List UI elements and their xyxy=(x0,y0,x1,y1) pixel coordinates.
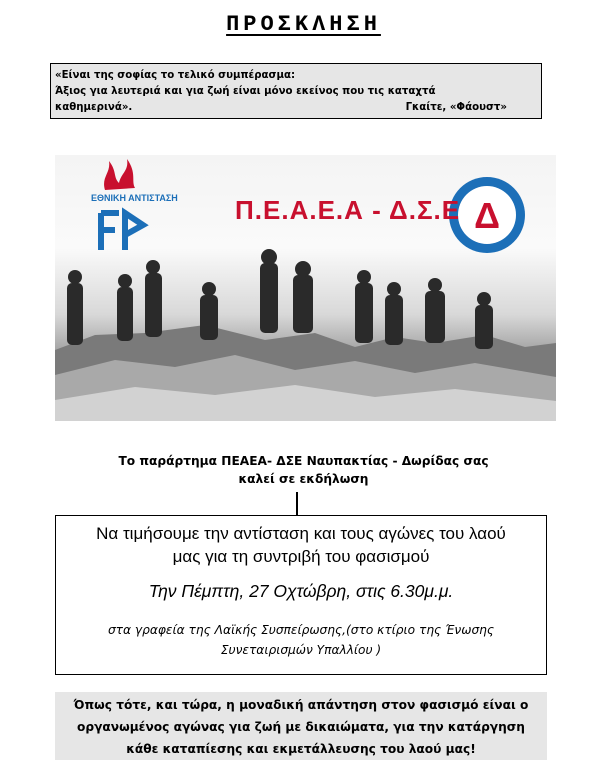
event-date: Την Πέμπτη, 27 Οχτώβρη, στις 6.30μ.μ. xyxy=(148,581,454,601)
closing-line-2: οργανωμένος αγώνας για ζωή με δικαιώματα, για την κατάργηση xyxy=(77,720,525,734)
closing-box xyxy=(55,692,547,760)
svg-text:Δ: Δ xyxy=(474,195,500,236)
invite-line-1: Το παράρτημα ΠΕΑΕΑ- ΔΣΕ Ναυπακτίας - Δωρίδας σας xyxy=(118,454,489,468)
quote-line-1: «Είναι της σοφίας το τελικό συμπέρασμα: xyxy=(55,70,296,81)
quote-line-3-row xyxy=(55,100,537,116)
event-headline-1: Να τιμήσουμε την αντίσταση και τους αγώνες του λαού xyxy=(96,524,506,543)
event-location-1: στα γραφεία της Λαϊκής Συσπείρωσης,(στο κτίριο της Ένωσης xyxy=(107,623,495,637)
svg-text:ΕΘΝΙΚΗ ΑΝΤΙΣΤΑΣΗ: ΕΘΝΙΚΗ ΑΝΤΙΣΤΑΣΗ xyxy=(91,193,178,203)
event-box xyxy=(55,515,547,675)
event-headline-2: μας για τη συντριβή του φασισμού xyxy=(172,547,430,566)
invite-text xyxy=(60,452,547,488)
quote-box xyxy=(50,63,542,119)
dse-delta-logo-icon xyxy=(449,177,525,253)
invite-line-2: καλεί σε εκδήλωση xyxy=(238,472,369,486)
event-headline xyxy=(56,522,546,568)
page-title: ΠΡΟΣΚΛΗΣΗ xyxy=(226,12,381,37)
quote-attribution: Γκαίτε, «Φάουστ» xyxy=(405,102,507,113)
quote-line-3: καθημερινά». xyxy=(55,102,133,113)
banner-image xyxy=(55,155,556,421)
banner-heading: Π.Ε.Α.Ε.Α - Δ.Σ.Ε xyxy=(235,195,461,225)
event-location xyxy=(56,620,546,660)
eam-flame-logo-icon xyxy=(91,159,178,250)
closing-line-3: κάθε καταπίεσης και εκμετάλλευσης του λαού μας! xyxy=(126,742,476,756)
event-location-2: Συνεταιρισμών Υπαλλίου ) xyxy=(220,643,382,657)
closing-line-1: Όπως τότε, και τώρα, η μοναδική απάντηση στον φασισμό είναι ο xyxy=(73,698,529,712)
connector-line xyxy=(296,492,298,516)
quote-line-2: Άξιος για λευτεριά και για ζωή είναι μόνο εκείνος που τις καταχτά xyxy=(55,86,436,97)
